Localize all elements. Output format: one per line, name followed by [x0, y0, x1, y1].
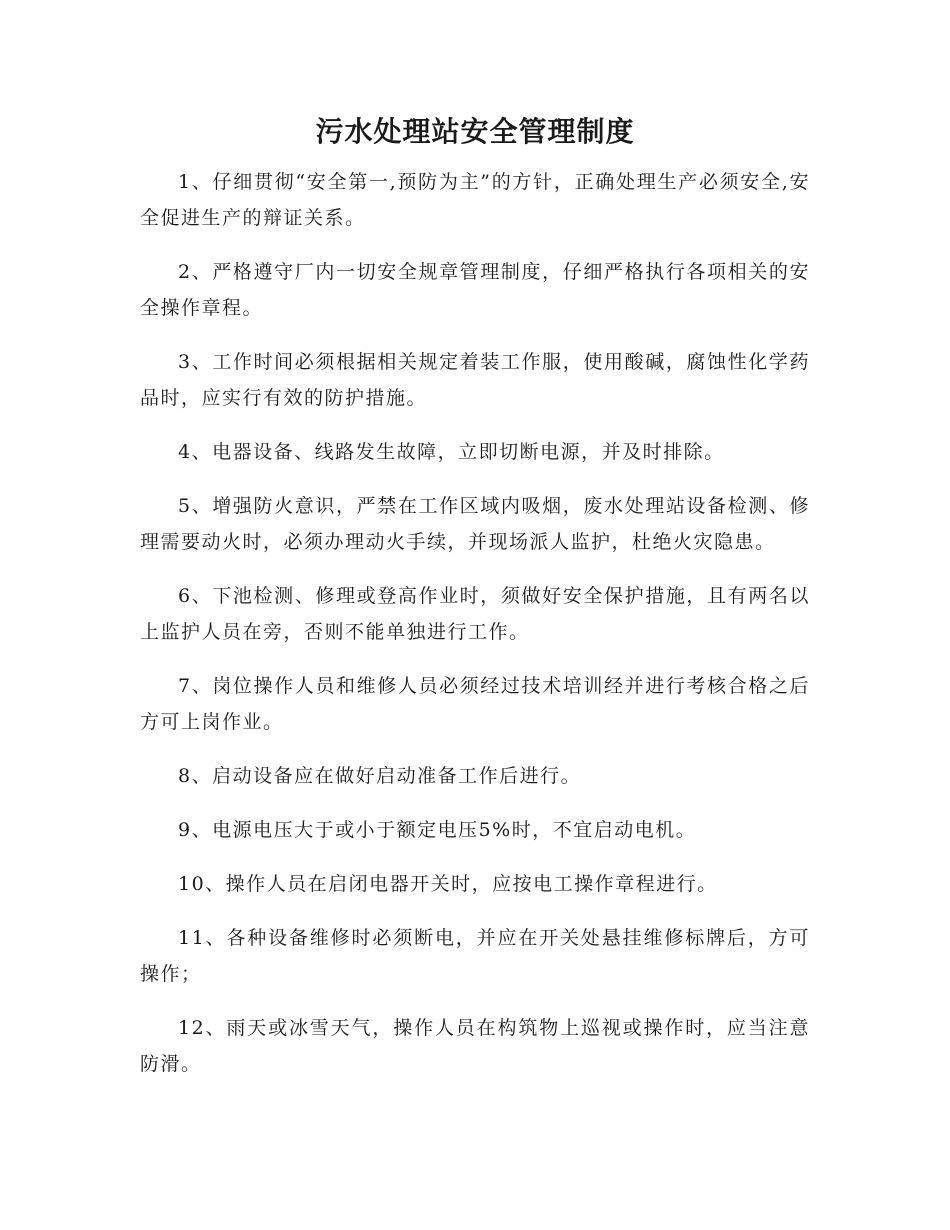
- clause-2: 2、严格遵守厂内一切安全规章管理制度，仔细严格执行各项相关的安全操作章程。: [140, 261, 810, 319]
- clause-1: 1、仔细贯彻“安全第一,预防为主”的方针，正确处理生产必须安全,安全促进生产的辩证关系。: [140, 171, 810, 229]
- clause-7: 7、岗位操作人员和维修人员必须经过技术培训经并进行考核合格之后方可上岗作业。: [140, 675, 810, 733]
- clause-3: 3、工作时间必须根据相关规定着装工作服，使用酸碱，腐蚀性化学药品时，应实行有效的防护措施。: [140, 351, 810, 409]
- document-title: 污水处理站安全管理制度: [315, 115, 635, 148]
- clause-10: 10、操作人员在启闭电器开关时，应按电工操作章程进行。: [178, 873, 718, 895]
- clause-8: 8、启动设备应在做好启动准备工作后进行。: [178, 765, 582, 787]
- clause-4: 4、电器设备、线路发生故障，立即切断电源，并及时排除。: [178, 441, 725, 463]
- clause-9: 9、电源电压大于或小于额定电压5%时，不宜启动电机。: [178, 819, 697, 841]
- clause-11: 11、各种设备维修时必须断电，并应在开关处悬挂维修标牌后，方可操作；: [140, 927, 810, 985]
- clause-5: 5、增强防火意识，严禁在工作区域内吸烟，废水处理站设备检测、修理需要动火时，必须办理动火手续，并现场派人监护，杜绝火灾隐患。: [140, 495, 810, 553]
- clause-12: 12、雨天或冰雪天气，操作人员在构筑物上巡视或操作时，应当注意防滑。: [140, 1017, 810, 1075]
- clause-6: 6、下池检测、修理或登高作业时，须做好安全保护措施，且有两名以上监护人员在旁，否则不能单独进行工作。: [140, 585, 810, 643]
